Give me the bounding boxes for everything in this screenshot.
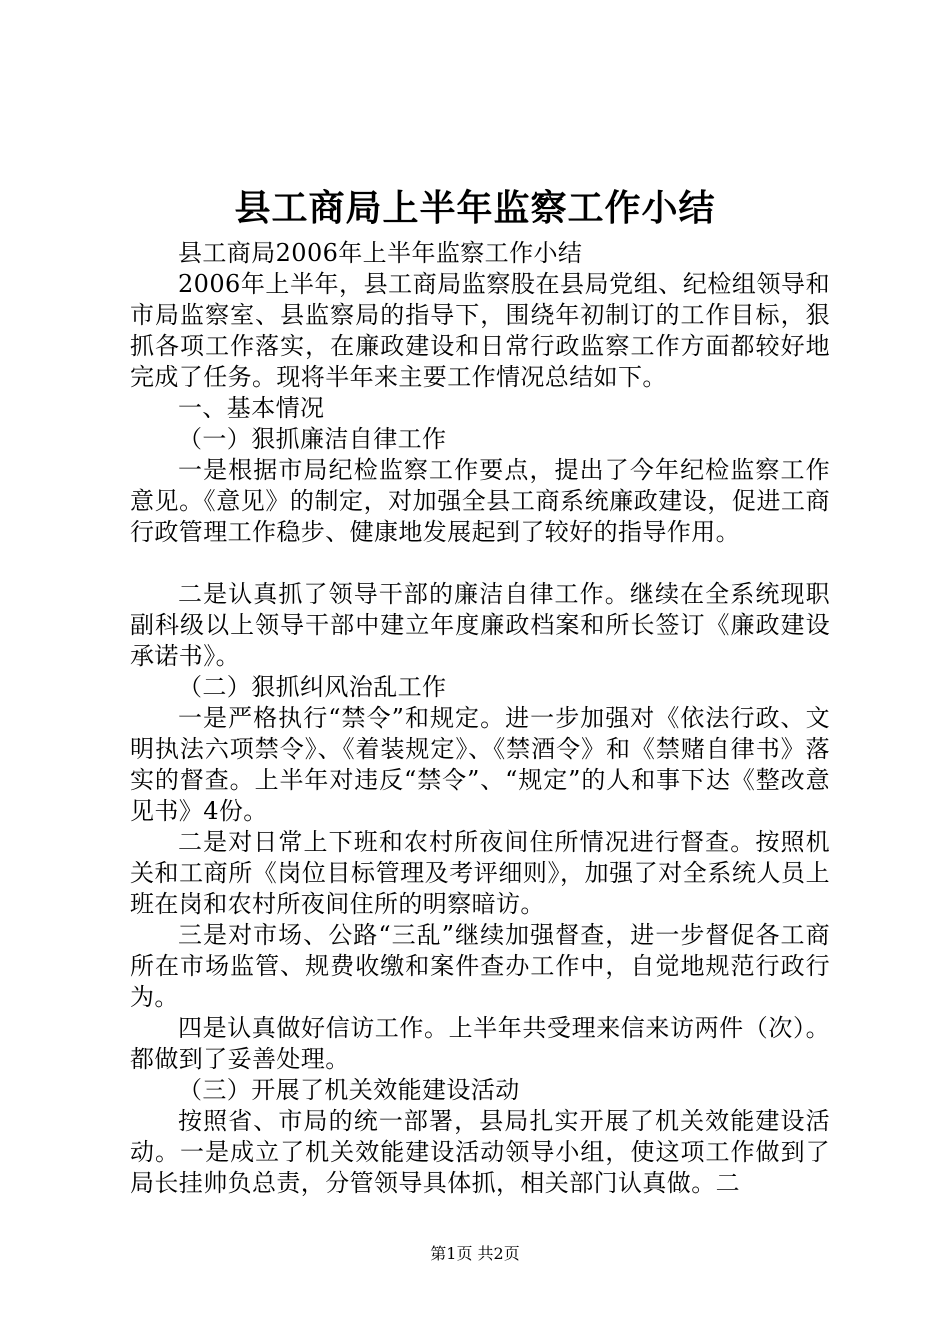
paragraph-subtitle: 县工商局2006年上半年监察工作小结 xyxy=(178,239,583,267)
page-footer: 第1页 共2页 xyxy=(430,1244,520,1263)
sub-heading-efficiency: （三）开展了机关效能建设活动 xyxy=(178,1076,520,1104)
paragraph-integrity-2: 二是认真抓了领导干部的廉洁自律工作。继续在全系统现职副科级以上领导干部中建立年度廉政档案和所长签订《廉政建设承诺书》。 xyxy=(130,580,830,670)
section-heading-basic: 一、基本情况 xyxy=(178,394,325,422)
document-body xyxy=(130,238,830,1199)
paragraph-intro: 2006年上半年，县工商局监察股在县局党组、纪检组领导和市局监察室、县监察局的指导下，围绕年初制订的工作目标，狠抓各项工作落实，在廉政建设和日常行政监察工作方面都较好地完成了任务。现将半年来主要工作情况总结如下。 xyxy=(130,270,830,391)
paragraph-rectification-1: 一是严格执行“禁令”和规定。进一步加强对《依法行政、文明执法六项禁令》、《着装规定》、《禁酒令》和《禁赌自律书》落实的督查。上半年对违反“禁令”、“规定”的人和事下达《整改意见书》4份。 xyxy=(130,704,830,825)
sub-heading-integrity: （一）狠抓廉洁自律工作 xyxy=(178,425,447,453)
paragraph-rectification-3: 三是对市场、公路“三乱”继续加强督查，进一步督促各工商所在市场监管、规费收缴和案件查办工作中，自觉地规范行政行为。 xyxy=(130,921,830,1011)
paragraph-rectification-4: 四是认真做好信访工作。上半年共受理来信来访两件（次）。都做到了妥善处理。 xyxy=(130,1014,830,1073)
paragraph-integrity-1: 一是根据市局纪检监察工作要点，提出了今年纪检监察工作意见。《意见》的制定，对加强全县工商系统廉政建设，促进工商行政管理工作稳步、健康地发展起到了较好的指导作用。 xyxy=(130,456,830,546)
paragraph-rectification-2: 二是对日常上下班和农村所夜间住所情况进行督查。按照机关和工商所《岗位目标管理及考评细则》，加强了对全系统人员上班在岗和农村所夜间住所的明察暗访。 xyxy=(130,828,830,918)
document-title: 县工商局上半年监察工作小结 xyxy=(234,187,716,229)
sub-heading-rectification: （二）狠抓纠风治乱工作 xyxy=(178,673,447,701)
paragraph-efficiency-1: 按照省、市局的统一部署，县局扎实开展了机关效能建设活动。一是成立了机关效能建设活动领导小组，使这项工作做到了局长挂帅负总责，分管领导具体抓，相关部门认真做。二 xyxy=(130,1107,830,1197)
